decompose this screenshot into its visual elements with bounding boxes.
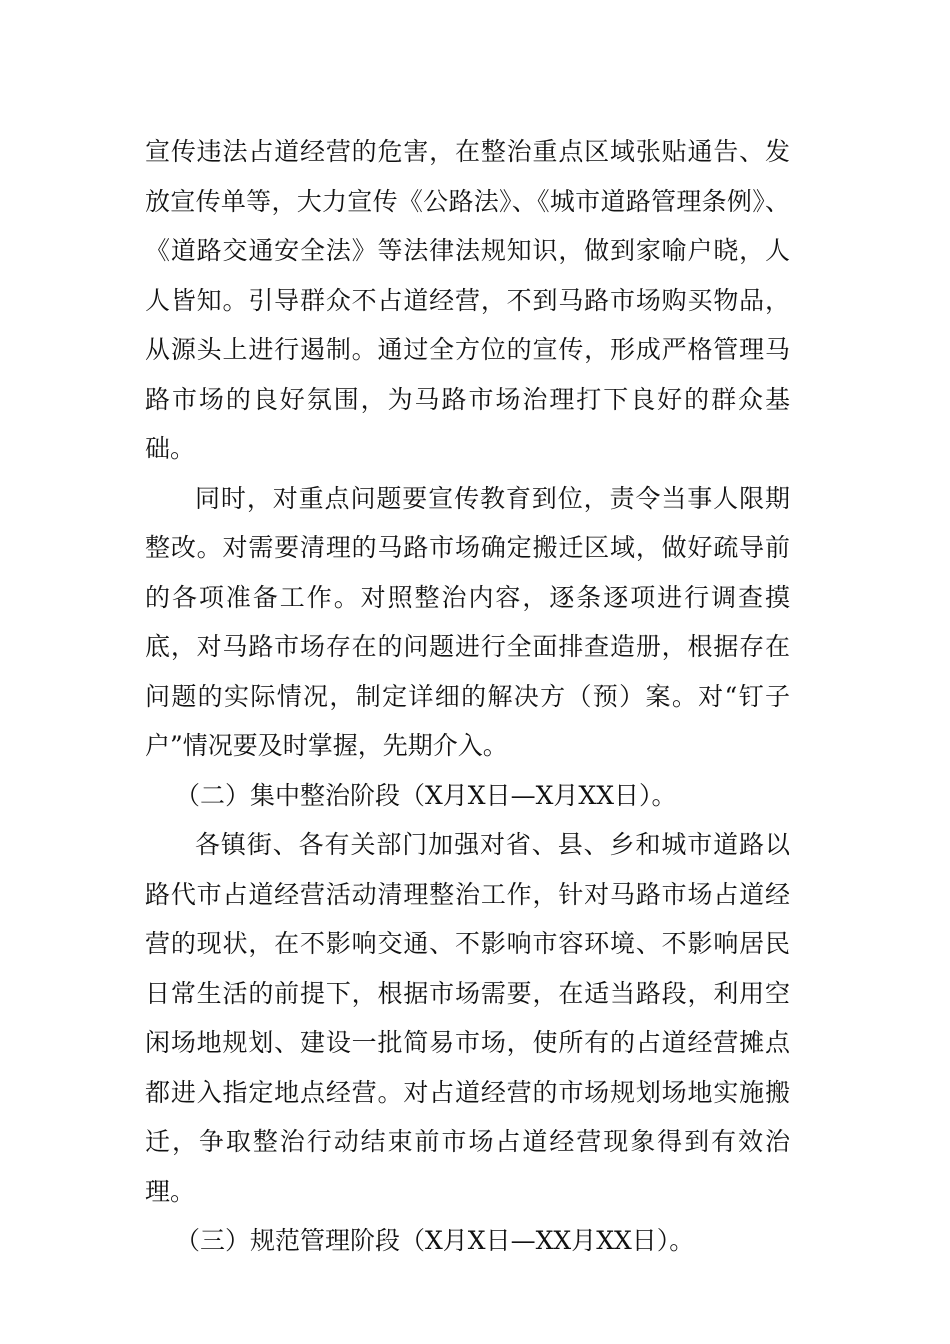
section-heading-concentrated-rectification: （二）集中整治阶段（X月X日—X月XX日）。 [175,780,677,810]
paragraph-key-issues: 同时，对重点问题要宣传教育到位，责令当事人限期整改。对需要清理的马路市场确定搬迁区域，做好疏导前的各项准备工作。对照整治内容，逐条逐项进行调查摸底，对马路市场存在的问题进行全面排查造册，根据存在问题的实际情况，制定详细的解决方（预）案。对“钉子户”情况要及时掌握，先期介入。 [145,483,790,760]
paragraph-publicity-continuation: 宣传违法占道经营的危害，在整治重点区域张贴通告、发放宣传单等，大力宣传《公路法》、《城市道路管理条例》、《道路交通安全法》等法律法规知识，做到家喻户晓，人人皆知。引导群众不占道经营，不到马路市场购买物品，从源头上进行遏制。通过全方位的宣传，形成严格管理马路市场的良好氛围，为马路市场治理打下良好的群众基础。 [145,137,790,463]
paragraph-rectification-work: 各镇街、各有关部门加强对省、县、乡和城市道路以路代市占道经营活动清理整治工作，针对马路市场占道经营的现状，在不影响交通、不影响市容环境、不影响居民日常生活的前提下，根据市场需要，在适当路段，利用空闲场地规划、建设一批简易市场，使所有的占道经营摊点都进入指定地点经营。对占道经营的市场规划场地实施搬迁，争取整治行动结束前市场占道经营现象得到有效治理。 [145,830,790,1206]
section-heading-standardized-management: （三）规范管理阶段（X月X日—XX月XX日）。 [175,1226,695,1255]
document-body [145,127,790,1266]
